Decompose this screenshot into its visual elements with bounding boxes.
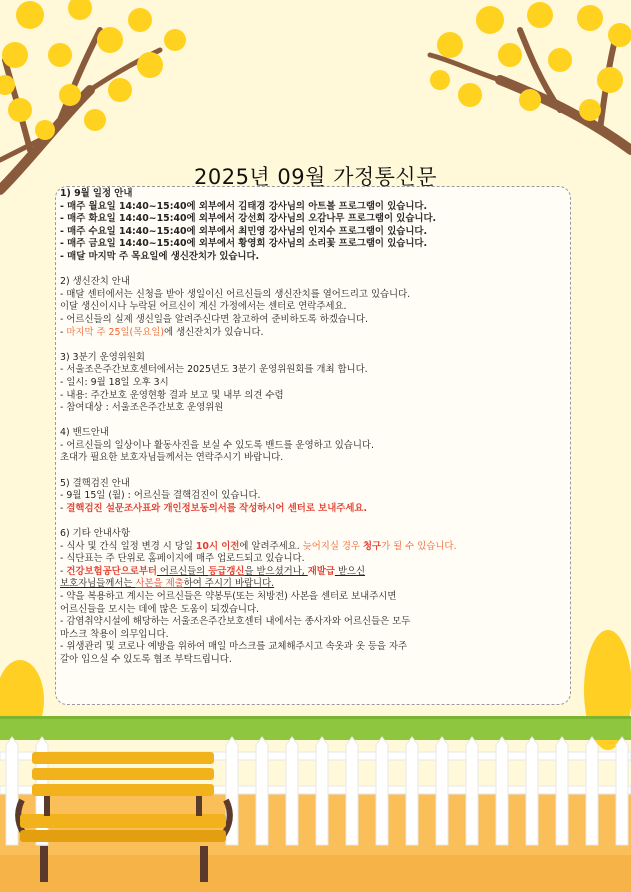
highlight-notice: 결핵검진 설문조사표와 개인정보동의서를 작성하시어 센터로 보내주세요. [66,502,368,514]
section-2-line: 이달 생신이시나 누락된 어르신이 계신 가정에서는 센터로 연락주세요. [60,301,347,313]
section-3-line: - 참여대상 : 서울조은주간보호 운영위원 [60,402,224,414]
highlight-date: 마지막 주 25일(목요일) [66,326,165,338]
highlight-warning: 늦어지실 경우 [302,540,363,552]
section-6-line [60,541,570,554]
section-1-line: - 매주 수요일 14:40~15:40에 외부에서 최민영 강사님의 인지수 프로그램이 있습니다. [60,225,427,237]
text: 보호자님들께서는 [60,578,136,590]
text: 받으신 [334,565,366,577]
highlight-charge: 청구 [362,540,382,552]
section-2-line: - 어르신들의 실제 생신일을 알려주신다면 참고하여 준비하도록 하겠습니다. [60,313,368,325]
section-1-line: - 매주 화요일 14:40~15:40에 외부에서 강선희 강사님의 오감나무 프로그램이 있습니다. [60,213,437,225]
section-6-line: 어르신들을 모시는 데에 많은 도움이 되겠습니다. [60,603,260,615]
section-6-line: - 약을 복용하고 계시는 어르신들은 약봉투(또는 처방전) 사본을 센터로 보내주시면 [60,591,397,602]
section-4-heading: 4) 밴드안내 [60,427,109,439]
highlight-renewal: 등급갱신 [208,565,245,577]
section-2-line [60,327,570,340]
section-3-heading: 3) 3분기 운영위원회 [60,351,145,363]
text: 에 생신잔치가 있습니다. [164,326,264,338]
section-1-heading: 1) 9월 일정 안내 [60,188,133,199]
section-6-line [60,578,570,591]
section-2-line: - 매달 센터에서는 신청을 받아 생일이신 어르신들의 생신잔치를 열어드리고 있습니다. [60,288,411,300]
text: - [60,326,67,338]
section-6-heading: 6) 기타 안내사항 [60,528,130,540]
section-3-line: - 일시: 9월 18일 오후 3시 [60,376,169,388]
text: - [60,565,67,577]
section-3-line: - 내용: 주간보호 운영현황 결과 보고 및 내부 의견 수렴 [60,389,284,401]
highlight-reissue: 재발급 [307,565,335,577]
section-4-line: 초대가 필요한 보호자님들께서는 연락주시기 바랍니다. [60,452,284,464]
text: - [60,502,67,514]
text: 어르신들의 [156,565,209,577]
text: - 식사 및 간식 일정 변경 시 당일 [60,540,196,552]
section-5-heading: 5) 결핵검진 안내 [60,477,130,489]
section-5-line: - 9월 15일 (월) : 어르신들 결핵검진이 있습니다. [60,490,261,502]
section-4-line: - 어르신들의 일상이나 활동사진을 보실 수 있도록 밴드를 운영하고 있습니다. [60,439,374,451]
highlight-warning: 가 될 수 있습니다. [381,540,457,552]
section-6-line: 갈아 입으실 수 있도록 협조 부탁드립니다. [60,653,232,665]
section-3-line: - 서울조은주간보호센터에서는 2025년도 3분기 운영위원회를 개최 합니다. [60,364,368,376]
text: 을 받으셨거나, [244,565,308,577]
section-6-line: 마스크 착용이 의무입니다. [60,628,169,640]
grass [0,716,631,740]
page-title: 2025년 09월 가정통신문 [193,165,438,189]
section-6-line [60,566,570,579]
section-5-line [60,503,570,516]
highlight-submit-copy: 사본을 제출 [135,578,184,590]
section-6-line: - 위생관리 및 코로나 예방을 위하여 매일 마스크를 교체해주시고 속옷과 옷 등을 자주 [60,641,408,653]
section-1-line: - 매주 월요일 14:40~15:40에 외부에서 김태경 강사님의 아트볼 프로그램이 있습니다. [60,200,427,212]
notice-content [60,188,570,667]
highlight-agency: 건강보험공단으로부터 [66,565,157,577]
text: 에 알려주세요. [239,540,303,552]
highlight-time: 10시 이전 [195,540,240,552]
section-6-line: - 감염취약시설에 해당하는 서울조은주간보호센터 내에서는 종사자와 어르신들은 모두 [60,616,411,628]
text: 하여 주시기 바랍니다. [183,578,275,590]
section-1-line: - 매주 금요일 14:40~15:40에 외부에서 황영희 강사님의 소리꽃 프로그램이 있습니다. [60,238,427,250]
section-6-line: - 식단표는 주 단위로 홈페이지에 매주 업로드되고 있습니다. [60,553,305,565]
section-1-line: - 매달 마지막 주 목요일에 생신잔치가 있습니다. [60,250,260,262]
section-2-heading: 2) 생신잔치 안내 [60,276,130,288]
